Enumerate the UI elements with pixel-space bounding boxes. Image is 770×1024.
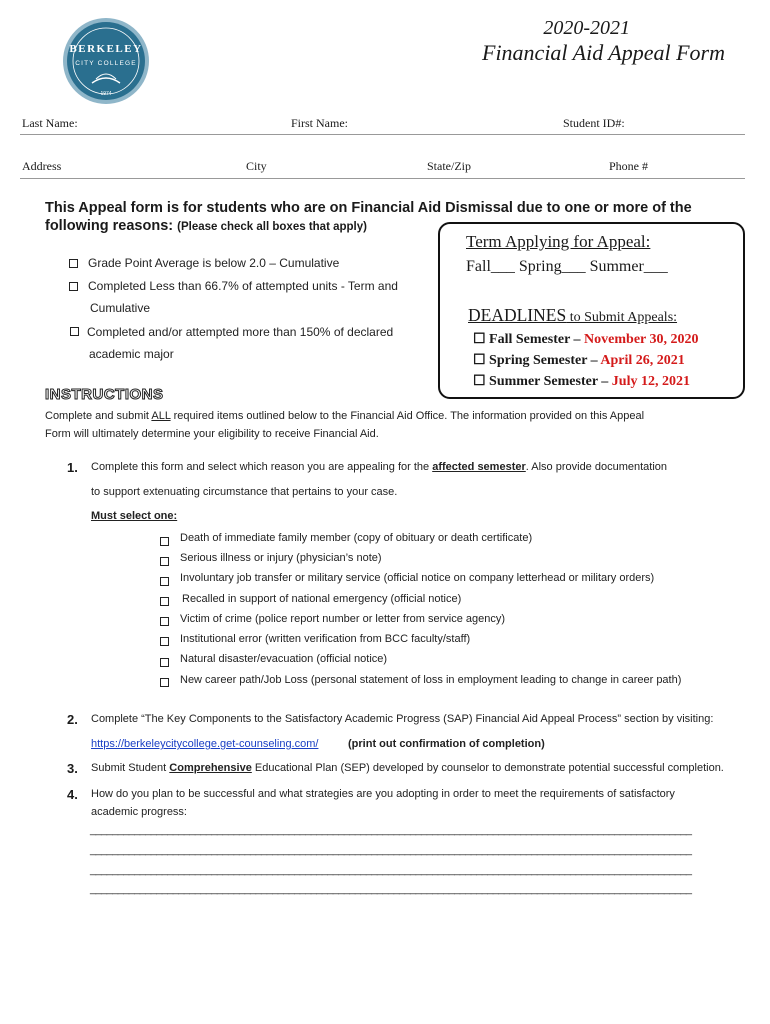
option-disaster-checkbox[interactable]	[160, 654, 169, 672]
last-name-label: Last Name:	[22, 116, 78, 130]
answer-line-2[interactable]: _____________________________________________________________________________________________________________	[90, 844, 692, 856]
appeal-heading-text: This Appeal form is for students who are on Financial Aid Dismissal due to one or more of the following reasons:	[45, 200, 692, 234]
first-name-label: First Name:	[291, 116, 348, 130]
checkbox-icon[interactable]	[160, 678, 169, 687]
deadlines-suffix: to Submit Appeals:	[566, 310, 678, 325]
deadline-fall-label: ☐ Fall Semester –	[473, 332, 585, 347]
answer-line-4[interactable]: _____________________________________________________________________________________________________________	[90, 883, 692, 895]
step-1-text-a: Complete this form and select which reason you are appealing for the	[91, 461, 433, 473]
option-recalled-checkbox[interactable]	[160, 593, 169, 611]
reason-maxunits-checkbox[interactable]	[70, 323, 79, 341]
checkbox-icon[interactable]	[160, 658, 169, 667]
address-row-line[interactable]	[20, 178, 745, 179]
reason-units-label-cont: Cumulative	[90, 301, 151, 315]
step-3-text-a: Submit Student	[91, 762, 170, 774]
instructions-heading: INSTRUCTIONS	[45, 386, 164, 403]
deadline-summer-label: ☐ Summer Semester –	[473, 374, 612, 389]
intro-text-a: Complete and submit	[45, 410, 152, 422]
state-zip-label: State/Zip	[427, 159, 471, 173]
deadline-spring-date: April 26, 2021	[600, 353, 685, 368]
option-recalled-label: Recalled in support of national emergency (official notice)	[182, 593, 462, 605]
appeal-heading-note: (Please check all boxes that apply)	[177, 221, 367, 233]
option-death-checkbox[interactable]	[160, 533, 169, 551]
step-4-number: 4.	[67, 787, 78, 802]
reason-maxunits-label: Completed and/or attempted more than 150% of declared	[87, 325, 394, 339]
checkbox-icon[interactable]	[160, 597, 169, 606]
step-4-text-cont: academic progress:	[91, 806, 187, 818]
intro-all: ALL	[151, 410, 171, 422]
answer-line-3[interactable]: _____________________________________________________________________________________________________________	[90, 864, 692, 876]
step-4-text: How do you plan to be successful and what strategies are you adopting in order to meet the requirements of satisfactory	[91, 788, 675, 800]
option-illness-label: Serious illness or injury (physician’s note)	[180, 552, 382, 564]
intro-text-b: required items outlined below to the Financial Aid Office. The information provided on this Appeal	[170, 410, 645, 422]
form-title: Financial Aid Appeal Form	[482, 40, 725, 65]
reason-maxunits-label-cont: academic major	[89, 347, 174, 361]
term-heading: Term Applying for Appeal:	[466, 232, 651, 251]
phone-label: Phone #	[609, 159, 648, 173]
deadline-spring[interactable]	[473, 352, 685, 369]
checkbox-icon[interactable]	[160, 557, 169, 566]
option-career-label: New career path/Job Loss (personal statement of loss in employment leading to change in career path)	[180, 674, 682, 686]
step-2-text: Complete “The Key Components to the Satisfactory Academic Progress (SAP) Financial Aid Appeal Process” section by visiting:	[91, 713, 714, 725]
checkbox-icon[interactable]	[69, 259, 78, 268]
deadline-summer-date: July 12, 2021	[611, 374, 690, 389]
option-institutional-label: Institutional error (written verification from BCC faculty/staff)	[180, 633, 471, 645]
address-label: Address	[22, 159, 62, 173]
college-logo	[62, 17, 150, 105]
deadline-summer[interactable]	[473, 373, 690, 390]
logo-sub: CITY COLLEGE	[75, 60, 137, 67]
deadlines-heading	[468, 305, 677, 326]
reason-gpa-checkbox[interactable]	[69, 255, 78, 273]
step-1-number: 1.	[67, 460, 78, 475]
checkbox-icon[interactable]	[160, 617, 169, 626]
option-transfer-label: Involuntary job transfer or military service (official notice on company letterhead or military orders)	[180, 572, 655, 584]
must-select-label: Must select one:	[91, 510, 178, 522]
reason-units-label: Completed Less than 66.7% of attempted units - Term and	[88, 279, 398, 293]
step-1-text	[91, 458, 751, 476]
intro-text-c: Form will ultimately determine your eligibility to receive Financial Aid.	[45, 428, 379, 440]
reason-units-checkbox[interactable]	[69, 278, 78, 296]
reason-gpa-label: Grade Point Average is below 2.0 – Cumulative	[88, 256, 340, 270]
form-year: 2020-2021	[543, 17, 630, 39]
step-3-text-bold: Comprehensive	[169, 762, 252, 774]
step-2-note: (print out confirmation of completion)	[348, 738, 545, 750]
checkbox-icon[interactable]	[70, 327, 79, 336]
deadline-fall[interactable]	[473, 331, 699, 348]
option-institutional-checkbox[interactable]	[160, 633, 169, 651]
checkbox-icon[interactable]	[69, 282, 78, 291]
step-1-text-bold: affected semester	[432, 461, 526, 473]
deadline-fall-date: November 30, 2020	[584, 332, 699, 347]
city-label: City	[246, 159, 267, 173]
logo-name: BERKELEY	[69, 43, 143, 55]
step-3-text-b: Educational Plan (SEP) developed by counselor to demonstrate potential successful completion.	[251, 762, 724, 774]
step-2-number: 2.	[67, 712, 78, 727]
counseling-link[interactable]: https://berkeleycitycollege.get-counseling.com/	[91, 738, 319, 750]
step-1-text-b: . Also provide documentation	[525, 461, 668, 473]
option-crime-checkbox[interactable]	[160, 613, 169, 631]
answer-line-1[interactable]: _____________________________________________________________________________________________________________	[90, 824, 692, 836]
option-disaster-label: Natural disaster/evacuation (official notice)	[180, 653, 388, 665]
checkbox-icon[interactable]	[160, 577, 169, 586]
deadline-spring-label: ☐ Spring Semester –	[473, 353, 601, 368]
name-row-line[interactable]	[20, 134, 745, 135]
step-3-text	[91, 759, 724, 777]
checkbox-icon[interactable]	[160, 637, 169, 646]
option-illness-checkbox[interactable]	[160, 553, 169, 571]
option-career-checkbox[interactable]	[160, 674, 169, 692]
option-transfer-checkbox[interactable]	[160, 573, 169, 591]
option-crime-label: Victim of crime (police report number or letter from service agency)	[180, 613, 506, 625]
checkbox-icon[interactable]	[160, 537, 169, 546]
option-death-label: Death of immediate family member (copy of obituary or death certificate)	[180, 532, 533, 544]
deadlines-label: DEADLINES	[468, 305, 567, 325]
instructions-intro	[45, 407, 745, 443]
step-1-text-cont: to support extenuating circumstance that pertains to your case.	[91, 486, 398, 498]
logo-year: 1974	[100, 91, 112, 97]
student-id-label: Student ID#:	[563, 116, 625, 130]
step-3-number: 3.	[67, 761, 78, 776]
term-line[interactable]: Fall___ Spring___ Summer___	[466, 258, 668, 275]
